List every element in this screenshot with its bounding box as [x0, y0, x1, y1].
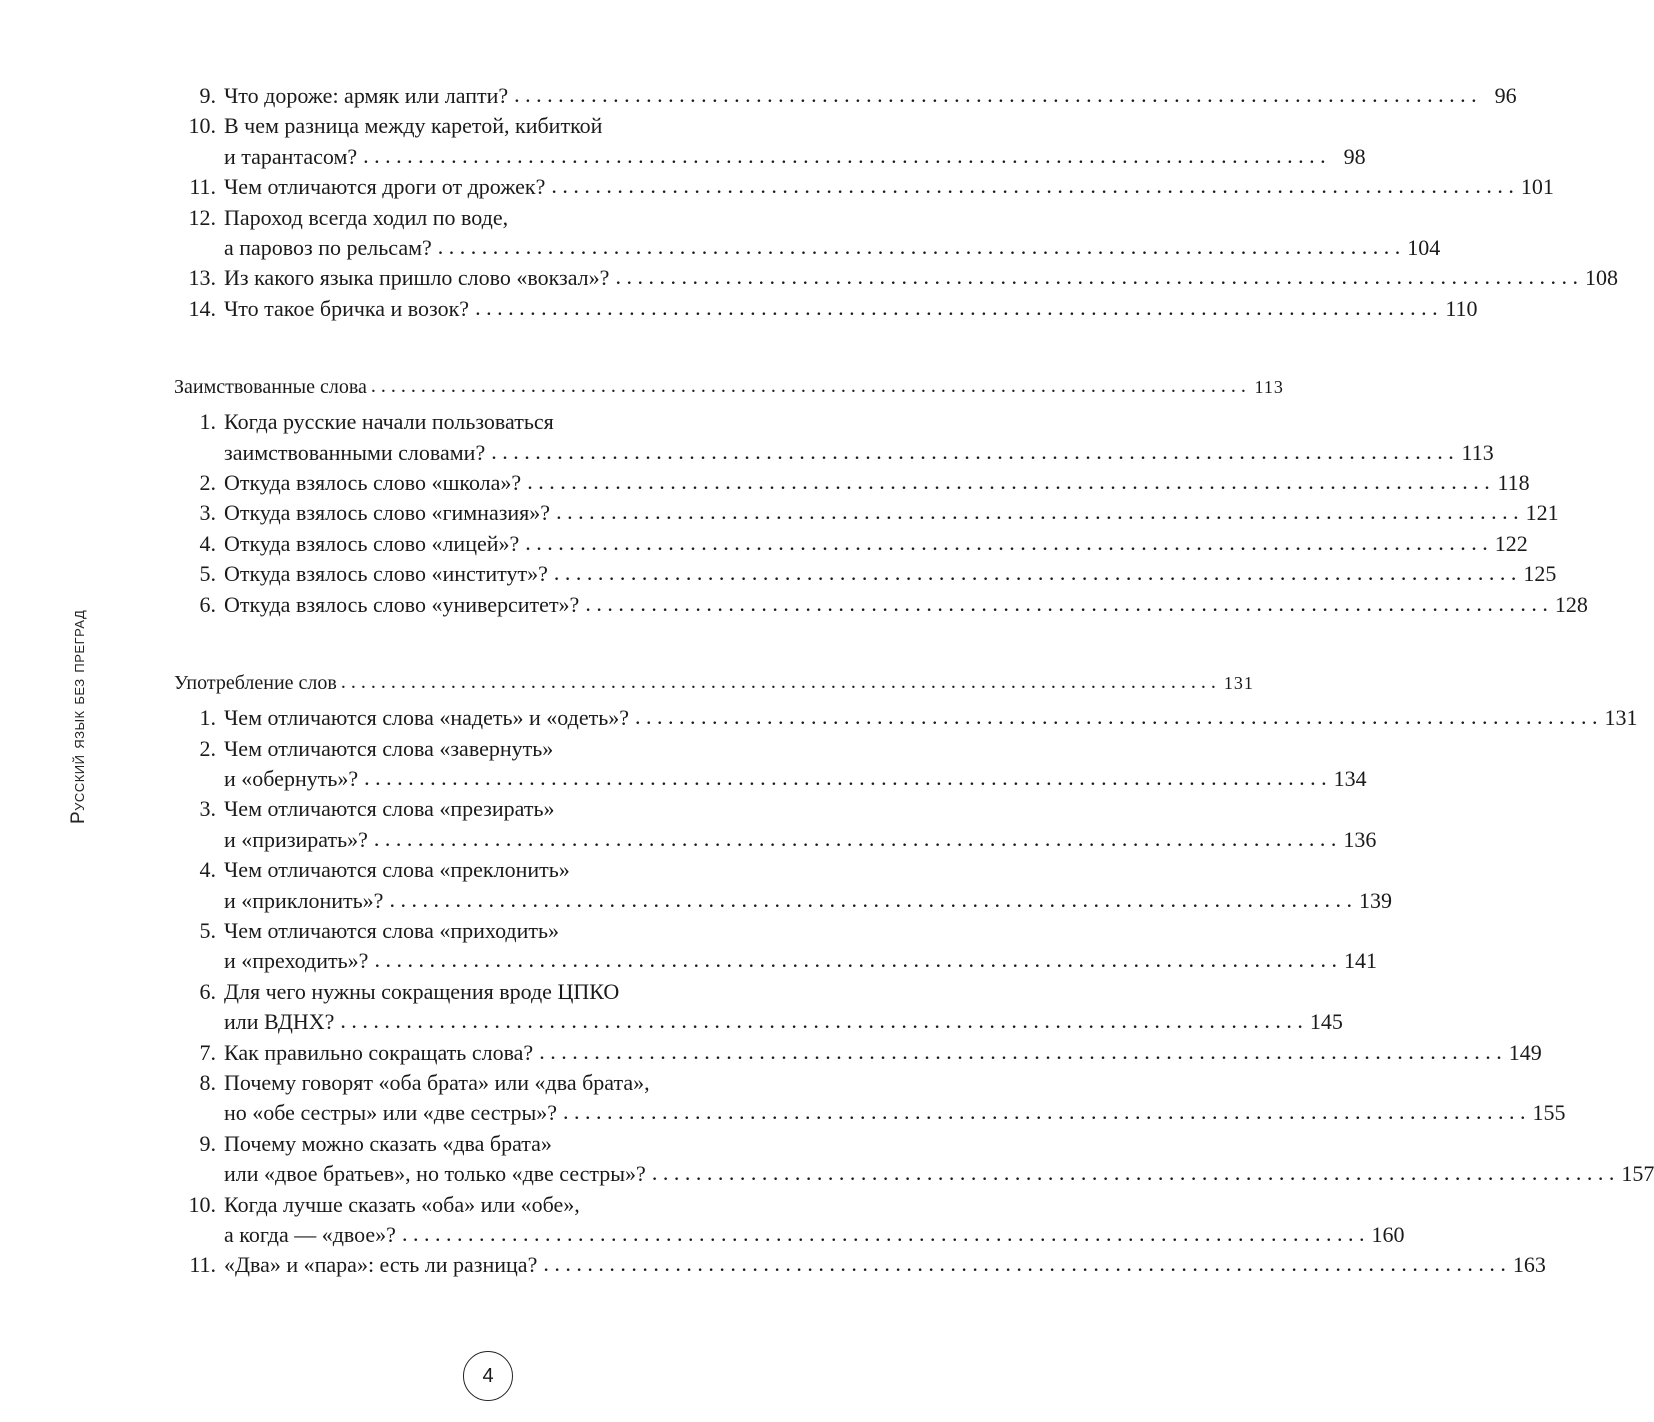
- toc-entry[interactable]: [174, 172, 1554, 202]
- entry-body: [216, 294, 1478, 324]
- entry-body: [216, 203, 1440, 264]
- dot-leader: [539, 1037, 1502, 1067]
- entry-number: 11.: [189, 174, 216, 200]
- entry-page: 118: [1497, 470, 1530, 496]
- entry-title-text: или ВДНХ?: [224, 1009, 335, 1035]
- entry-page: 101: [1520, 174, 1554, 200]
- entry-title-text: Что такое бричка и возок?: [224, 295, 470, 321]
- entry-line: [224, 559, 1556, 589]
- entry-title-text: Пароход всегда ходил по воде,: [224, 204, 509, 230]
- toc-entry[interactable]: [174, 1068, 1566, 1129]
- entry-title-text: Когда лучше сказать «оба» или «обе»,: [224, 1191, 580, 1217]
- entry-number: 10.: [188, 1191, 216, 1217]
- toc-entry[interactable]: [174, 81, 1517, 111]
- entry-line: [224, 825, 1376, 855]
- dot-leader: [363, 141, 1326, 171]
- entry-title-text: и «обернуть»?: [224, 765, 359, 791]
- dot-leader: [585, 589, 1548, 619]
- entry-title-text: Как правильно сокращать слова?: [224, 1039, 534, 1065]
- entry-line: [224, 764, 1367, 794]
- entry-page: 136: [1343, 826, 1377, 852]
- entry-title-text: Откуда взялось слово «гимназия»?: [224, 500, 551, 526]
- entry-line: [224, 855, 1392, 885]
- entry-line: [224, 1220, 1404, 1250]
- toc-entry[interactable]: [174, 1038, 1542, 1068]
- toc-entry[interactable]: [174, 916, 1377, 977]
- entry-line: [224, 263, 1618, 293]
- entry-title-text: заимствованными словами?: [224, 439, 486, 465]
- dot-leader: [527, 467, 1490, 497]
- section-heading: [174, 668, 1254, 698]
- entry-body: [216, 734, 1367, 795]
- entry-title-text: «Два» и «пара»: есть ли разница?: [224, 1252, 538, 1278]
- entry-page: 145: [1309, 1009, 1343, 1035]
- entry-line: [224, 294, 1478, 324]
- entry-body: [216, 263, 1618, 293]
- section-heading: [174, 372, 1284, 402]
- entry-body: [216, 407, 1494, 468]
- entry-line: [224, 529, 1528, 559]
- entry-page: 110: [1445, 295, 1478, 321]
- entry-line: [224, 1038, 1542, 1068]
- entry-line: [224, 590, 1588, 620]
- entry-body: [216, 1129, 1654, 1190]
- entry-title-text: Чем отличаются слова «надеть» и «одеть»?: [224, 705, 630, 731]
- entry-number: 5.: [199, 917, 216, 943]
- entry-page: 157: [1621, 1161, 1654, 1187]
- entry-title-text: Почему говорят «оба брата» или «два брата»,: [224, 1069, 650, 1095]
- dot-leader: [652, 1158, 1615, 1188]
- entry-body: [216, 172, 1554, 202]
- dot-leader: [475, 293, 1438, 323]
- entry-title-text: а когда — «двое»?: [224, 1222, 396, 1247]
- entry-body: [216, 977, 1343, 1038]
- table-of-contents: [174, 81, 1654, 1281]
- toc-entry[interactable]: [174, 559, 1557, 589]
- entry-page: 122: [1494, 530, 1528, 556]
- entry-number: 4.: [199, 530, 216, 556]
- entry-line: [224, 1159, 1654, 1189]
- entry-number: 3.: [199, 500, 216, 526]
- section-spacer: [174, 620, 800, 668]
- toc-entry[interactable]: [174, 590, 1588, 620]
- entry-line: [224, 1250, 1546, 1280]
- dot-leader: [615, 262, 1578, 292]
- toc-entry[interactable]: [174, 703, 1638, 733]
- toc-entry[interactable]: [174, 1129, 1654, 1190]
- toc-entry[interactable]: [174, 263, 1618, 293]
- entry-number: 9.: [199, 1130, 216, 1156]
- entry-body: [216, 559, 1556, 589]
- entry-page: 163: [1512, 1252, 1546, 1278]
- entry-number: 4.: [199, 857, 216, 883]
- entry-page: 96: [1494, 83, 1517, 108]
- entry-page: 139: [1358, 887, 1392, 913]
- entry-number: 6.: [199, 978, 216, 1004]
- entry-body: [216, 1038, 1542, 1068]
- entry-line: [224, 916, 1377, 946]
- entry-title-text: Откуда взялось слово «институт»?: [224, 561, 548, 587]
- entry-page: 104: [1407, 235, 1441, 261]
- entry-title-text: Чем отличаются слова «приходить»: [224, 917, 560, 943]
- entry-body: [216, 1190, 1404, 1251]
- entry-body: [216, 703, 1638, 733]
- entry-line: [224, 172, 1554, 202]
- entry-title-text: В чем разница между каретой, кибиткой: [224, 113, 603, 139]
- entry-line: [224, 233, 1440, 263]
- dot-leader: [514, 80, 1477, 110]
- entry-body: [216, 916, 1377, 977]
- dot-leader: [491, 437, 1454, 467]
- entry-body: [216, 498, 1559, 528]
- dot-leader: [374, 824, 1337, 854]
- entry-page: 121: [1525, 500, 1559, 526]
- entry-number: 5.: [199, 561, 216, 587]
- toc-entry[interactable]: [174, 407, 1494, 468]
- entry-line: [224, 468, 1530, 498]
- entry-title-text: и тарантасом?: [224, 143, 358, 169]
- entry-title-text: и «призирать»?: [224, 826, 368, 852]
- dot-leader: [371, 371, 1246, 401]
- dot-leader: [374, 945, 1337, 975]
- entry-line: [224, 498, 1559, 528]
- page-number-circle: [463, 1351, 513, 1401]
- entry-body: [216, 590, 1588, 620]
- entry-body: [216, 1250, 1546, 1280]
- entry-number: 2.: [199, 735, 216, 761]
- dot-leader: [554, 558, 1517, 588]
- entry-number: 6.: [199, 591, 216, 617]
- entry-page: 141: [1343, 948, 1377, 974]
- entry-title-text: Откуда взялось слово «университет»?: [224, 591, 580, 617]
- entry-line: [224, 203, 1440, 233]
- section-title: Употребление слов: [174, 672, 337, 695]
- entry-line: [224, 438, 1494, 468]
- dot-leader: [551, 171, 1514, 201]
- section-spacer: [174, 324, 800, 372]
- entry-number: 13.: [188, 265, 216, 291]
- dot-leader: [438, 232, 1401, 262]
- entry-number: 11.: [189, 1252, 216, 1278]
- dot-leader: [525, 528, 1488, 558]
- entry-line: [224, 734, 1367, 764]
- dot-leader: [563, 1097, 1526, 1127]
- entry-line: [224, 977, 1343, 1007]
- entry-line: [224, 1190, 1404, 1220]
- toc-entry[interactable]: [174, 294, 1478, 324]
- entry-page: 149: [1508, 1039, 1542, 1065]
- entry-page: 125: [1523, 561, 1557, 587]
- entry-line: [224, 946, 1377, 976]
- dot-leader: [402, 1219, 1365, 1249]
- entry-title-text: но «обе сестры» или «две сестры»?: [224, 1100, 557, 1126]
- toc-entry[interactable]: [174, 111, 1366, 172]
- entry-number: 9.: [199, 83, 216, 108]
- entry-number: 14.: [188, 295, 216, 321]
- entry-line: [224, 886, 1392, 916]
- entry-body: [216, 794, 1376, 855]
- toc-entry[interactable]: [174, 855, 1392, 916]
- entry-line: [224, 81, 1517, 111]
- toc-entry[interactable]: [174, 1250, 1546, 1280]
- entry-body: [216, 81, 1517, 111]
- entry-line: [224, 407, 1494, 437]
- dot-leader: [556, 497, 1519, 527]
- section-page: 113: [1254, 377, 1284, 398]
- entry-number: 3.: [199, 796, 216, 822]
- section-page: 131: [1223, 673, 1254, 694]
- entry-number: 12.: [188, 204, 216, 230]
- entry-page: 134: [1333, 765, 1367, 791]
- entry-number: 7.: [199, 1039, 216, 1065]
- dot-leader: [635, 702, 1598, 732]
- entry-number: 2.: [199, 470, 216, 496]
- entry-number: 1.: [199, 705, 216, 731]
- toc-entry[interactable]: [174, 203, 1441, 264]
- entry-title-text: и «приклонить»?: [224, 887, 384, 913]
- entry-title-text: а паровоз по рельсам?: [224, 235, 432, 261]
- entry-page: 128: [1554, 591, 1588, 617]
- entry-line: [224, 1098, 1566, 1128]
- entry-title-text: Чем отличаются слова «завернуть»: [224, 735, 554, 761]
- entry-title-text: Откуда взялось слово «школа»?: [224, 470, 522, 496]
- entry-title-text: Чем отличаются дроги от дрожек?: [224, 174, 546, 200]
- toc-entry[interactable]: [174, 498, 1559, 528]
- entry-body: [216, 529, 1528, 559]
- entry-line: [224, 142, 1366, 172]
- page-number: 4: [482, 1364, 494, 1387]
- toc-entry[interactable]: [174, 529, 1528, 559]
- entry-body: [216, 468, 1530, 498]
- entry-page: 160: [1371, 1222, 1405, 1247]
- toc-entry[interactable]: [174, 794, 1377, 855]
- entry-title-text: Чем отличаются слова «презирать»: [224, 796, 555, 822]
- dot-leader: [341, 667, 1216, 697]
- entry-line: [224, 1068, 1566, 1098]
- entry-title-text: Почему можно сказать «два брата»: [224, 1130, 552, 1156]
- dot-leader: [364, 763, 1327, 793]
- entry-title-text: Из какого языка пришло слово «вокзал»?: [224, 265, 610, 291]
- entry-title-text: Когда русские начали пользоваться: [224, 409, 554, 435]
- entry-line: [224, 111, 1366, 141]
- entry-line: [224, 1007, 1343, 1037]
- entry-title-text: или «двое братьев», но только «две сестры»?: [224, 1161, 646, 1187]
- entry-title-text: Для чего нужны сокращения вроде ЦПКО: [224, 978, 620, 1004]
- entry-page: 108: [1584, 265, 1618, 291]
- dot-leader: [543, 1249, 1506, 1279]
- entry-line: [224, 1129, 1654, 1159]
- toc-entry[interactable]: [174, 1190, 1405, 1251]
- entry-page: 98: [1343, 143, 1366, 169]
- entry-number: 1.: [199, 409, 216, 435]
- toc-entry[interactable]: [174, 977, 1343, 1038]
- entry-title-text: Чем отличаются слова «преклонить»: [224, 857, 570, 883]
- entry-page: 113: [1461, 439, 1494, 465]
- entry-title-text: Что дороже: армяк или лапти?: [224, 83, 509, 108]
- entry-number: 8.: [199, 1069, 216, 1095]
- entry-title-text: и «преходить»?: [224, 948, 369, 974]
- running-head-vertical: [68, 534, 90, 824]
- section-title: Заимствованные слова: [174, 376, 367, 399]
- dot-leader: [389, 885, 1352, 915]
- entry-line: [224, 794, 1376, 824]
- entry-body: [216, 855, 1392, 916]
- entry-page: 131: [1604, 705, 1638, 731]
- spine-title: Русский язык без преград: [68, 609, 89, 824]
- entry-line: [224, 703, 1638, 733]
- entry-title-text: Откуда взялось слово «лицей»?: [224, 530, 520, 556]
- entry-body: [216, 1068, 1566, 1129]
- toc-entry[interactable]: [174, 468, 1530, 498]
- entry-body: [216, 111, 1366, 172]
- toc-entry[interactable]: [174, 734, 1367, 795]
- entry-number: 10.: [188, 113, 216, 139]
- dot-leader: [340, 1006, 1303, 1036]
- entry-page: 155: [1532, 1100, 1566, 1126]
